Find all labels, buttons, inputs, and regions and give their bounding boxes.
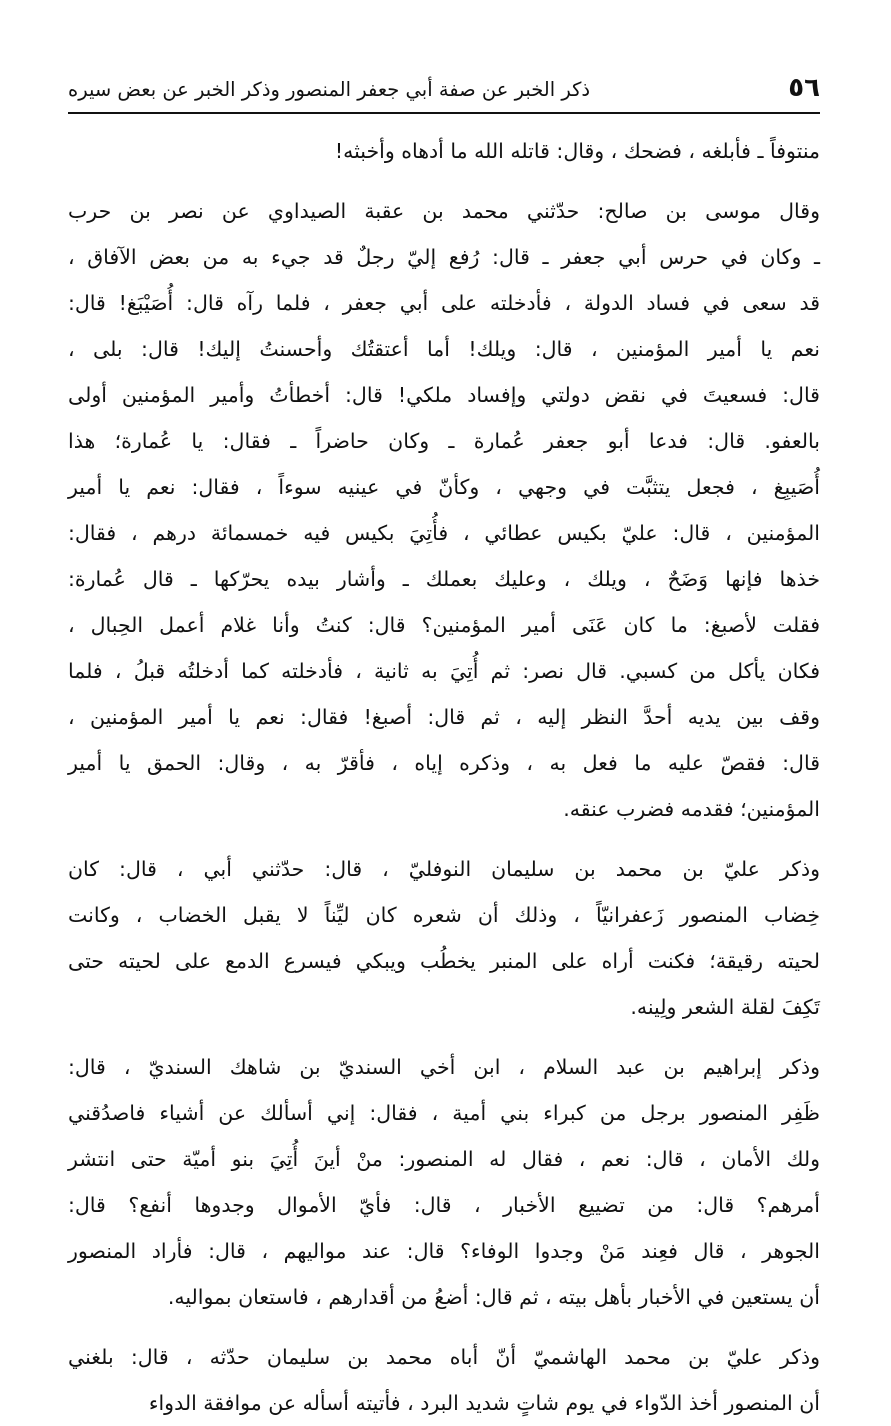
- text-line: أن المنصور أخذ الدّواء في يوم شاتٍ شديد البرد ، فأتيته أسأله عن موافقة الدواء: [148, 1391, 820, 1415]
- text-line: وقف بين يديه أحدَّ النظر إليه ، ثم قال: أصبغ! فقال: نعم يا أمير المؤمنين ،: [68, 705, 820, 729]
- text-line: قال: فسعيتَ في نقض دولتي وإفساد ملكي! قال: أخطأتُ وأمير المؤمنين أولى: [68, 383, 820, 407]
- body-text: [68, 128, 820, 1426]
- text-line: لحيته رقيقة؛ فكنت أراه على المنبر يخطُب ويبكي فيسرع الدمع على لحيته حتى: [68, 949, 820, 973]
- header-divider: [68, 112, 820, 114]
- text-line: وذكر إبراهيم بن عبد السلام ، ابن أخي السنديّ بن شاهك السنديّ ، قال:: [68, 1055, 820, 1079]
- text-line: ولك الأمان ، قال: نعم ، فقال له المنصور: منْ أينَ أُتِيَ بنو أميّة حتى انتشر: [68, 1147, 820, 1171]
- paragraph: [68, 1334, 820, 1426]
- paragraph: [68, 128, 820, 174]
- text-line: بالعفو. قال: فدعا أبو جعفر عُمارة ـ وكان حاضراً ـ فقال: يا عُمارة؛ هذا: [68, 429, 820, 453]
- text-line: وقال موسى بن صالح: حدّثني محمد بن عقبة الصيداوي عن نصر بن حرب: [68, 199, 820, 223]
- paragraph: [68, 1044, 820, 1320]
- text-line: قال: فقصّ عليه ما فعل به ، وذكره إياه ، فأقرّ به ، وقال: الحمق يا أمير: [68, 751, 820, 775]
- text-line: ـ وكان في حرس أبي جعفر ـ قال: رُفع إليّ رجلٌ قد جيء به من بعض الآفاق ،: [68, 245, 820, 269]
- text-line: خذها فإنها وَضَحٌ ، ويلك ، وعليك بعملك ـ وأشار بيده يحرّكها ـ قال عُمارة:: [68, 567, 820, 591]
- paragraph: [68, 846, 820, 1030]
- text-line: أن يستعين في الأخبار بأهل بيته ، ثم قال: أضعُ من أقدارهم ، فاستعان بمواليه.: [167, 1285, 820, 1309]
- text-line: خِضاب المنصور زَعفرانيّاً ، وذلك أن شعره كان ليِّناً لا يقبل الخضاب ، وكانت: [68, 903, 820, 927]
- text-line: الجوهر ، قال فعِند مَنْ وجدوا الوفاء؟ قال: عند مواليهم ، قال: فأراد المنصور: [68, 1239, 820, 1263]
- text-line: منتوفاً ـ فأبلغه ، فضحك ، وقال: قاتله الله ما أدهاه وأخبثه!: [334, 139, 820, 163]
- text-line: المؤمنين ، قال: عليّ بكيس عطائي ، فأُتِيَ بكيس فيه خمسمائة درهم ، فقال:: [68, 521, 820, 545]
- text-line: وذكر عليّ بن محمد الهاشميّ أنّ أباه محمد بن سليمان حدّثه ، قال: بلغني: [68, 1345, 820, 1369]
- text-line: فكان يأكل من كسبي. قال نصر: ثم أُتِيَ به ثانية ، فأدخلته كما أدخلتُه قبلُ ، فلما: [68, 659, 820, 683]
- text-line: نعم يا أمير المؤمنين ، قال: ويلك! أما أعتقتُك وأحسنتُ إليك! قال: بلى ،: [68, 337, 820, 361]
- text-line: وذكر عليّ بن محمد بن سليمان النوفليّ ، قال: حدّثني أبي ، قال: كان: [68, 857, 820, 881]
- text-line: المؤمنين؛ فقدمه فضرب عنقه.: [563, 797, 820, 821]
- text-line: فقلت لأصبغ: ما كان عَنَى أمير المؤمنين؟ قال: كنتُ وأنا غلام أعمل الحِبال ،: [68, 613, 820, 637]
- paragraph: [68, 188, 820, 832]
- page-header: [68, 70, 820, 110]
- page-number: ٥٦: [788, 73, 820, 103]
- running-title: ذكر الخبر عن صفة أبي جعفر المنصور وذكر الخبر عن بعض سيره: [68, 78, 591, 101]
- text-line: أمرهم؟ قال: من تضييع الأخبار ، قال: فأيّ الأموال وجدوها أنفع؟ قال:: [68, 1193, 820, 1217]
- text-line: قد سعى في فساد الدولة ، فأدخلته على أبي جعفر ، فلما رآه قال: أُصَيْبَغ! قال:: [68, 291, 820, 315]
- text-line: تَكِفَ لقلة الشعر ولِينه.: [630, 995, 820, 1019]
- text-line: ظَفِر المنصور برجل من كبراء بني أمية ، فقال: إني أسألك عن أشياء فاصدُقني: [68, 1101, 820, 1125]
- text-line: أُصَيبِغ ، فجعل يتثبَّت في وجهي ، وكأنّ في عينيه سوءاً ، فقال: نعم يا أمير: [68, 475, 820, 499]
